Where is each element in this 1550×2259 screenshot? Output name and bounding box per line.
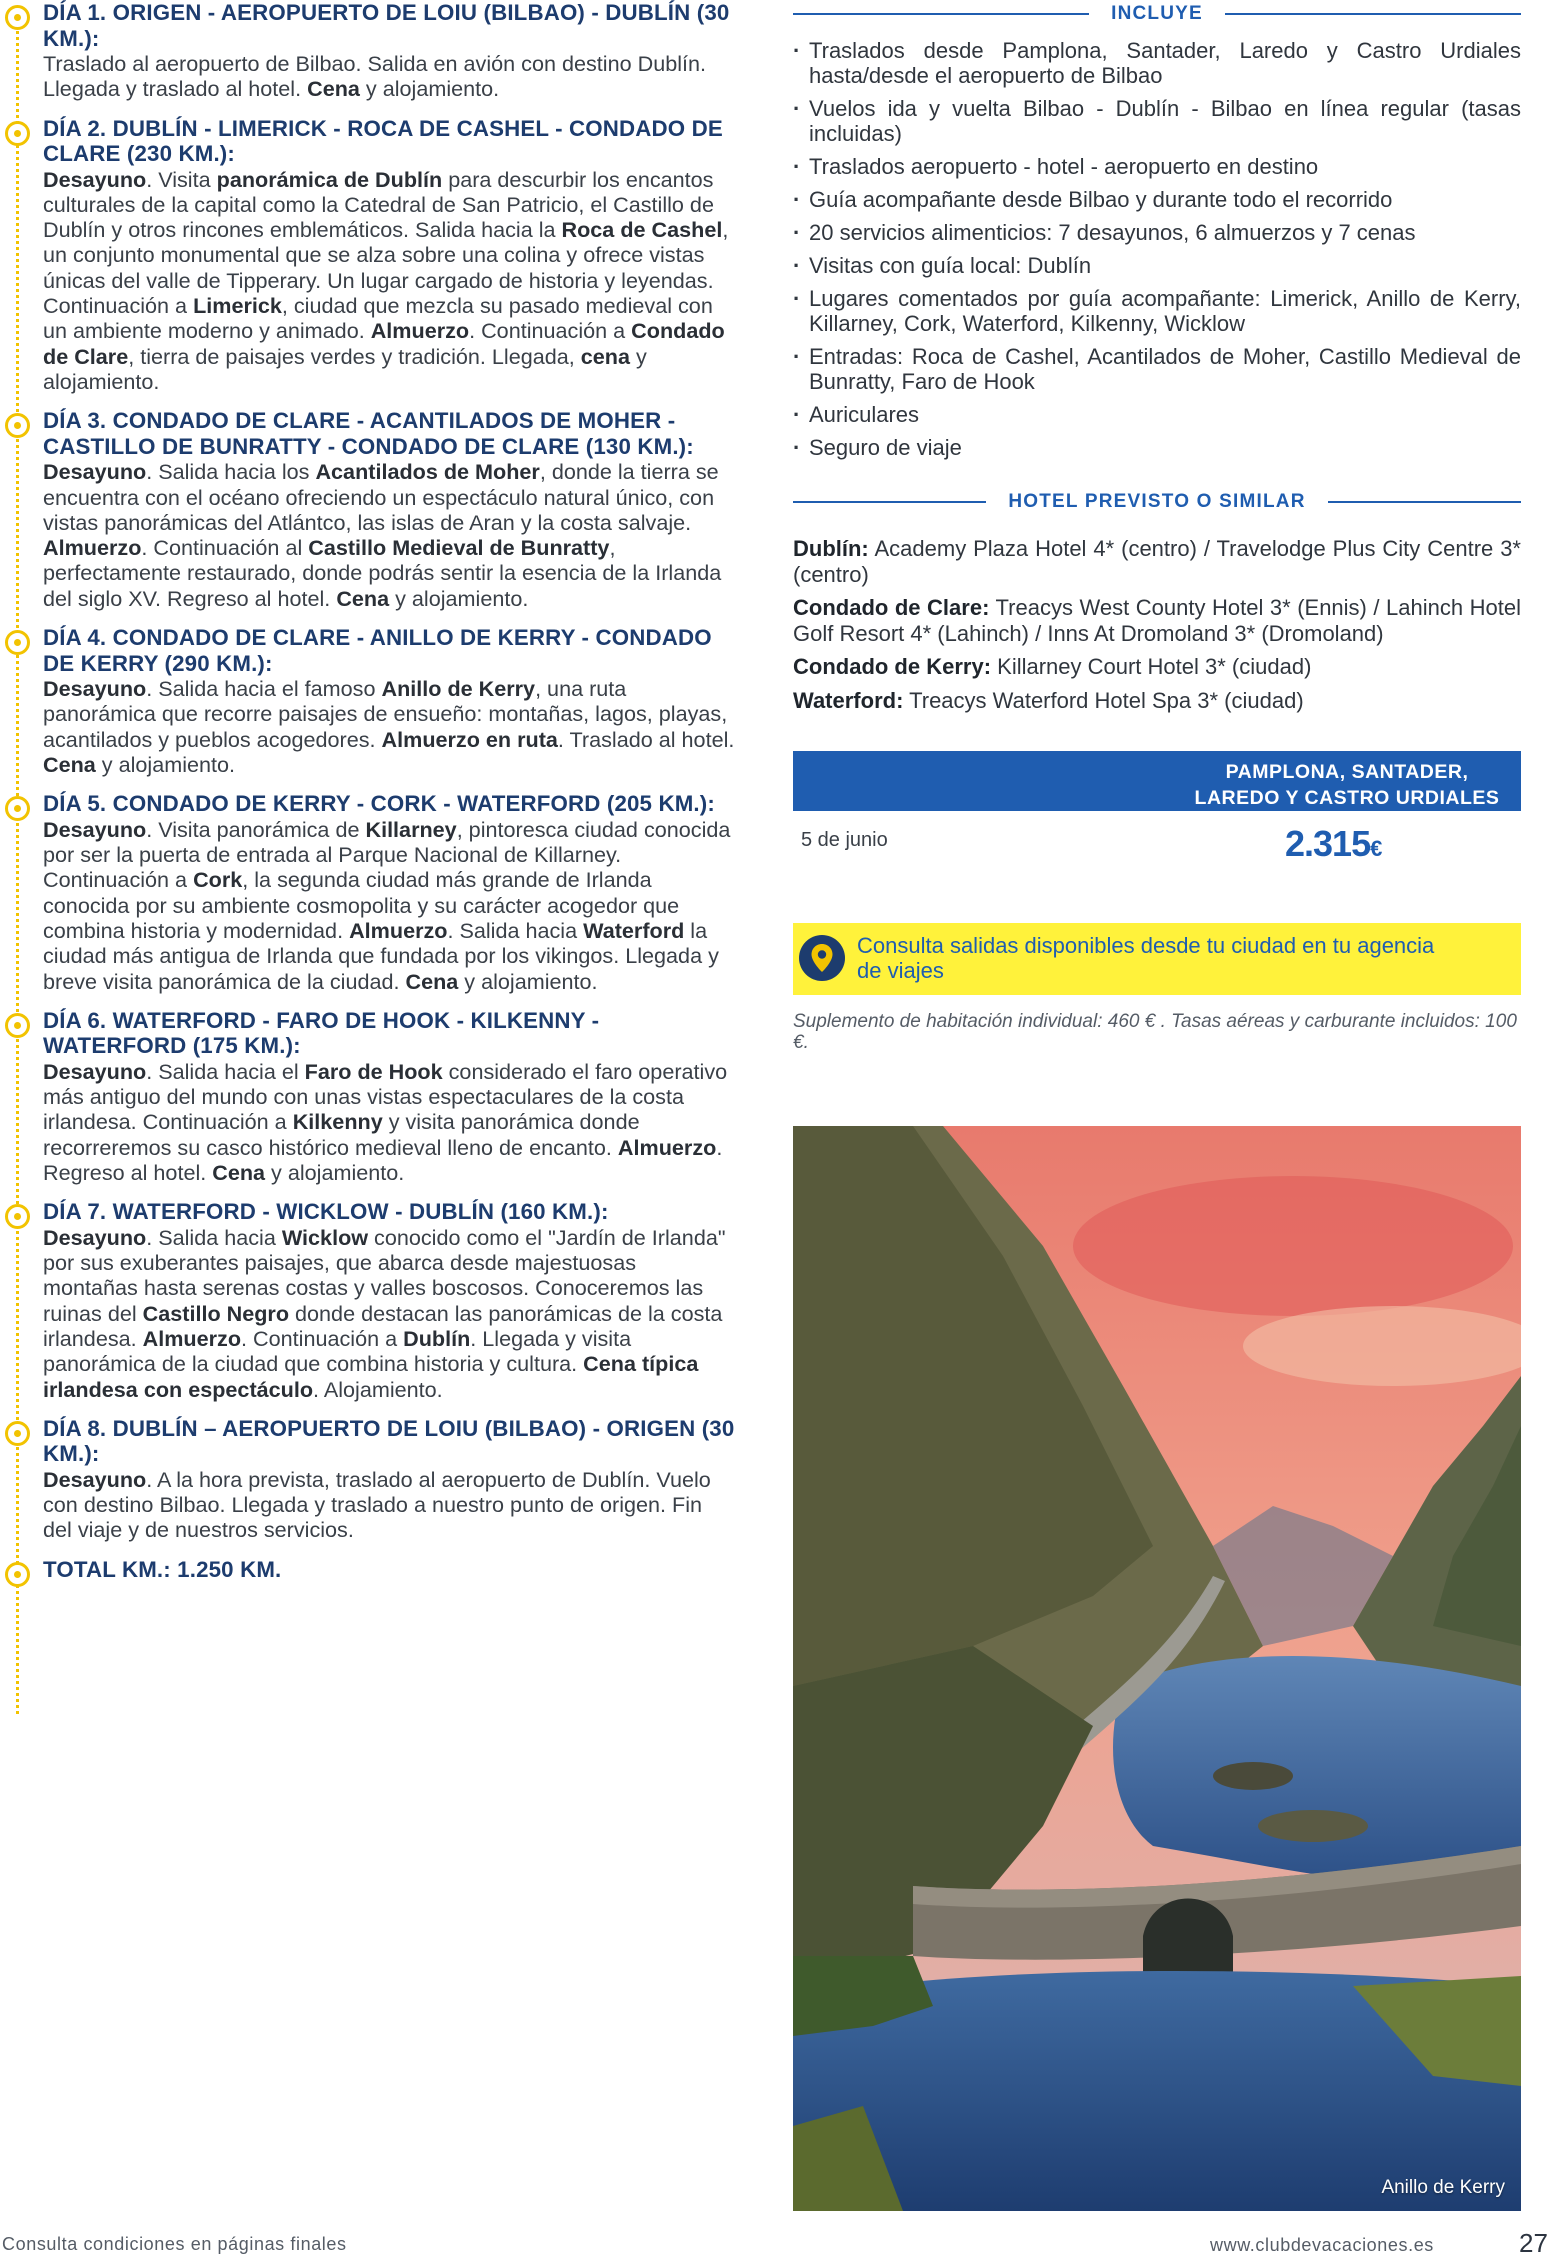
itinerary-day [0,116,735,395]
timeline-dot-icon [5,796,30,821]
day-description [43,1225,735,1402]
description-text: donde destacan las panorámicas de la costa irlandesa. [43,1300,723,1351]
price-column-label [1187,759,1507,811]
highlight-text: Limerick [193,293,282,319]
hotel-list [793,536,1521,713]
price-table-header [793,751,1521,811]
description-text: . Llegada y visita panorámica de la ciudad que combina historia y cultura. [43,1325,632,1377]
photo-caption: Anillo de Kerry [1381,2177,1505,2198]
day-title: DÍA 8. DUBLÍN – AEROPUERTO DE LOIU (BILBAO) - ORIGEN (30 KM.): [43,1415,735,1467]
itinerary-day [0,1416,735,1543]
hotel-entry [793,688,1521,714]
itinerary-day [0,1199,735,1402]
timeline-dot-icon [5,1421,30,1446]
description-text: y alojamiento. [389,585,529,611]
description-text: , perfectamente restaurado, donde podrás sentir la esencia de la Irlanda del siglo XV. Regreso al hotel. [43,535,722,611]
description-text: , la segunda ciudad más grande de Irlanda conocida por su ambiente cosmopolita y su carácter acogedor que combina historia y modernidad. [43,867,680,943]
includes-heading [793,0,1521,28]
highlight-text: Acantilados de Moher [315,459,540,485]
includes-item: · Visitas con guía local: Dublín [793,253,1521,278]
footer-url[interactable]: www.clubdevacaciones.es [1210,2235,1434,2255]
consult-text: Consulta salidas disponibles desde tu ciudad en tu agencia de viajes [857,933,1435,983]
day-description [43,459,735,611]
highlight-text: Cena típica irlandesa con espectáculo [43,1351,699,1402]
includes-item: · Lugares comentados por guía acompañante: Limerick, Anillo de Kerry, Killarney, Cork, Waterford, Kilkenny, Wicklow [793,286,1521,336]
description-text: . Traslado al hotel. [557,726,735,752]
hotel-names: Treacys West County Hotel 3* (Ennis) / Lahinch Hotel Golf Resort 4* (Lahinch) / Inns At Dromoland 3* (Dromoland) [793,595,1522,646]
highlight-text: Desayuno [43,166,147,192]
day-title: DÍA 2. DUBLÍN - LIMERICK - ROCA DE CASHEL - CONDADO DE CLARE (230 KM.): [43,115,723,167]
supplement-note: Suplemento de habitación individual: 460 € . Tasas aéreas y carburante incluidos: 100 €. [793,1011,1517,1053]
description-text: considerado el faro operativo más antiguo del mundo con unas vistas espectaculares de la costa irlandesa. Continuación a [43,1058,728,1135]
highlight-text: Cork [193,867,243,893]
description-text: . Salida hacia el [146,1058,305,1084]
description-text: . Regreso al hotel. [43,1134,723,1185]
description-text: . Continuación a [469,318,632,344]
landscape-photo [793,1126,1521,2211]
price-column-line1: PAMPLONA, SANTADER, [1225,761,1469,783]
includes-heading-label: INCLUYE [1089,0,1225,28]
description-text: y alojamiento. [43,343,647,394]
hotel-entry [793,595,1521,646]
highlight-text: Desayuno [43,816,147,842]
description-text: y alojamiento. [95,751,236,777]
consult-banner [793,923,1521,995]
description-text: , tierra de paisajes verdes y tradición. Llegada, [128,343,581,369]
highlight-text: Faro de Hook [304,1058,443,1084]
highlight-text: Desayuno [43,1058,147,1084]
highlight-text: Cena [307,76,360,102]
includes-item: · Traslados desde Pamplona, Santader, Laredo y Castro Urdiales hasta/desde el aeropuerto de Bilbao [793,38,1521,88]
itinerary-day [0,1008,735,1185]
highlight-text: Kilkenny [292,1109,383,1135]
highlight-text: Killarney [365,816,457,842]
highlight-text: Condado de Clare [43,318,725,369]
hotel-names: Killarney Court Hotel 3* (ciudad) [991,654,1312,679]
highlight-text: Castillo Medieval de Bunratty [308,535,610,561]
price-amount: 2.315 [1285,823,1371,864]
day-title: DÍA 5. CONDADO DE KERRY - CORK - WATERFORD (205 KM.): [43,791,715,817]
timeline-dot-icon [5,1013,30,1038]
departure-date: 5 de junio [801,829,888,851]
description-text: , una ruta panorámica que recorre paisajes de ensueño: montañas, lagos, playas, acantilados y pueblos acogedores. [43,676,728,752]
day-title: DÍA 6. WATERFORD - FARO DE HOOK - KILKENNY - WATERFORD (175 KM.): [43,1007,600,1059]
description-text: . Salida hacia los [146,459,316,485]
includes-item: · Entradas: Roca de Cashel, Acantilados de Moher, Castillo Medieval de Bunratty, Faro de Hook [793,344,1521,394]
description-text: y alojamiento. [458,968,598,994]
highlight-text: Almuerzo [142,1325,242,1351]
price-column-line2: LAREDO Y CASTRO URDIALES [1194,787,1500,809]
includes-item: · Vuelos ida y vuelta Bilbao - Dublín - Bilbao en línea regular (tasas incluidas) [793,96,1521,146]
day-title: DÍA 1. ORIGEN - AEROPUERTO DE LOIU (BILBAO) - DUBLÍN (30 KM.): [43,0,730,51]
hotel-location: Waterford: [793,687,904,713]
includes-item: · Traslados aeropuerto - hotel - aeropuerto en destino [793,154,1521,179]
description-text: para descurbir los encantos culturales de la capital como la Catedral de San Patricio, el Castillo de Dublín y otros rincones emblemáticos. Salida hacia la [43,166,714,243]
highlight-text: Desayuno [43,1466,147,1492]
description-text: , un conjunto monumental que se alza sobre una colina y ofrece vistas únicas del valle de Tipperary. Un lugar cargado de historia y leyendas. Continuación a [43,217,729,319]
day-description [43,1467,735,1543]
highlight-text: Cena [43,751,96,777]
highlight-text: Waterford [583,917,685,943]
highlight-text: Almuerzo [617,1134,717,1160]
description-text: y visita panorámica donde recorreremos su casco histórico medieval lleno de encanto. [43,1109,640,1160]
info-column [793,0,1522,2198]
timeline-dot-icon [5,5,30,30]
price-row [793,811,1521,871]
itinerary-column [0,0,735,1582]
itinerary-total [0,1557,735,1583]
highlight-text: cena [580,343,630,369]
day-description [43,1059,735,1185]
timeline-dot-icon [5,630,30,655]
highlight-text: Desayuno [43,676,147,702]
description-text: . A la hora prevista, traslado al aeropuerto de Dublín. Vuelo con destino Bilbao. Llegada y traslado a nuestro punto de origen. Fin del viaje y de nuestros servicios. [43,1466,711,1543]
itinerary-day [0,408,735,611]
highlight-text: Cena [405,968,459,994]
highlight-text: Anillo de Kerry [381,676,536,702]
day-title: DÍA 3. CONDADO DE CLARE - ACANTILADOS DE MOHER - CASTILLO DE BUNRATTY - CONDADO DE CLARE (130 KM.): [43,408,694,459]
hotel-names: Academy Plaza Hotel 4* (centro) / Travelodge Plus City Centre 3* (centro) [793,536,1521,587]
hotel-entry [793,536,1521,587]
description-text: y alojamiento. [265,1160,405,1185]
timeline-dot-icon [5,413,30,438]
hotel-location: Condado de Kerry: [793,654,992,679]
description-text: . Salida hacia [146,1224,282,1250]
description-text: . Continuación al [141,535,309,561]
description-text: . Continuación a [241,1325,404,1351]
day-title: TOTAL KM.: 1.250 KM. [43,1556,282,1582]
highlight-text: Almuerzo [43,535,142,561]
map-pin-icon [799,935,845,981]
price-currency: € [1370,836,1383,861]
highlight-text: Almuerzo en ruta [381,726,558,752]
description-text: , pintoresca ciudad conocida por ser la puerta de entrada al Parque Nacional de Killarney. Continuación a [43,816,731,893]
highlight-text: Roca de Cashel [561,217,723,243]
description-text: conocido como el "Jardín de Irlanda" por sus exuberantes paisajes, que abarca desde majestuosas montañas hasta serenas costas y valles boscosos. Conoceremos las ruinas del [43,1224,726,1326]
itinerary-day [0,0,735,102]
timeline-dot-icon [5,1562,30,1587]
description-text: , ciudad que mezcla su pasado medieval con un ambiente moderno y animado. [43,293,713,344]
day-description [43,817,735,994]
itinerary-list [0,0,735,1582]
page-number: 27 [1519,2228,1548,2258]
itinerary-day [0,791,735,994]
hotel-location: Condado de Clare: [793,595,990,620]
includes-item: · Guía acompañante desde Bilbao y durante todo el recorrido [793,187,1521,212]
hotel-heading [793,488,1521,516]
description-text: . Visita panorámica de [146,816,366,842]
hotel-names: Treacys Waterford Hotel Spa 3* (ciudad) [903,687,1304,713]
includes-item: · Seguro de viaje [793,435,1521,460]
description-text: . Salida hacia el famoso [146,676,382,702]
highlight-text: panorámica de Dublín [216,166,443,192]
day-description [43,167,735,395]
highlight-text: Cena [336,585,390,611]
hotel-location: Dublín: [793,536,869,561]
timeline-dot-icon [5,1204,30,1229]
footer-conditions: Consulta condiciones en páginas finales [2,2234,347,2254]
day-description [43,676,735,777]
highlight-text: Desayuno [43,459,147,485]
description-text: Traslado al aeropuerto de Bilbao. Salida en avión con destino Dublín. Llegada y traslado al hotel. [43,51,707,102]
description-text: . Alojamiento. [313,1376,443,1402]
day-title: DÍA 7. WATERFORD - WICKLOW - DUBLÍN (160 KM.): [43,1199,609,1225]
description-text: . Salida hacia [447,917,584,943]
day-description [43,51,735,102]
price-table [793,751,1521,871]
description-text: la ciudad más antigua de Irlanda que fundada por los vikingos. Llegada y breve visita panorámica de la ciudad. [43,917,719,994]
day-title: DÍA 4. CONDADO DE CLARE - ANILLO DE KERRY - CONDADO DE KERRY (290 KM.): [43,625,712,676]
itinerary-day [0,625,735,777]
highlight-text: Wicklow [281,1224,369,1250]
highlight-text: Almuerzo [370,318,470,344]
price-value [1285,823,1382,865]
hotel-heading-label: HOTEL PREVISTO O SIMILAR [986,488,1327,516]
description-text: y alojamiento. [359,76,500,102]
includes-item: · 20 servicios alimenticios: 7 desayunos, 6 almuerzos y 7 cenas [793,220,1521,245]
description-text: . Visita [146,166,217,192]
includes-item: · Auriculares [793,402,1521,427]
includes-list [793,38,1521,460]
description-text: , donde la tierra se encuentra con el océano ofreciendo un espectáculo natural único, con vistas panorámicas del Atlántco, las islas de Aran y la costa salvaje. [43,459,719,535]
hotel-entry [793,654,1521,680]
highlight-text: Almuerzo [349,917,448,943]
highlight-text: Dublín [403,1325,471,1351]
highlight-text: Castillo Negro [142,1300,290,1326]
highlight-text: Desayuno [43,1224,147,1250]
highlight-text: Cena [212,1160,266,1185]
timeline-dot-icon [5,121,30,146]
